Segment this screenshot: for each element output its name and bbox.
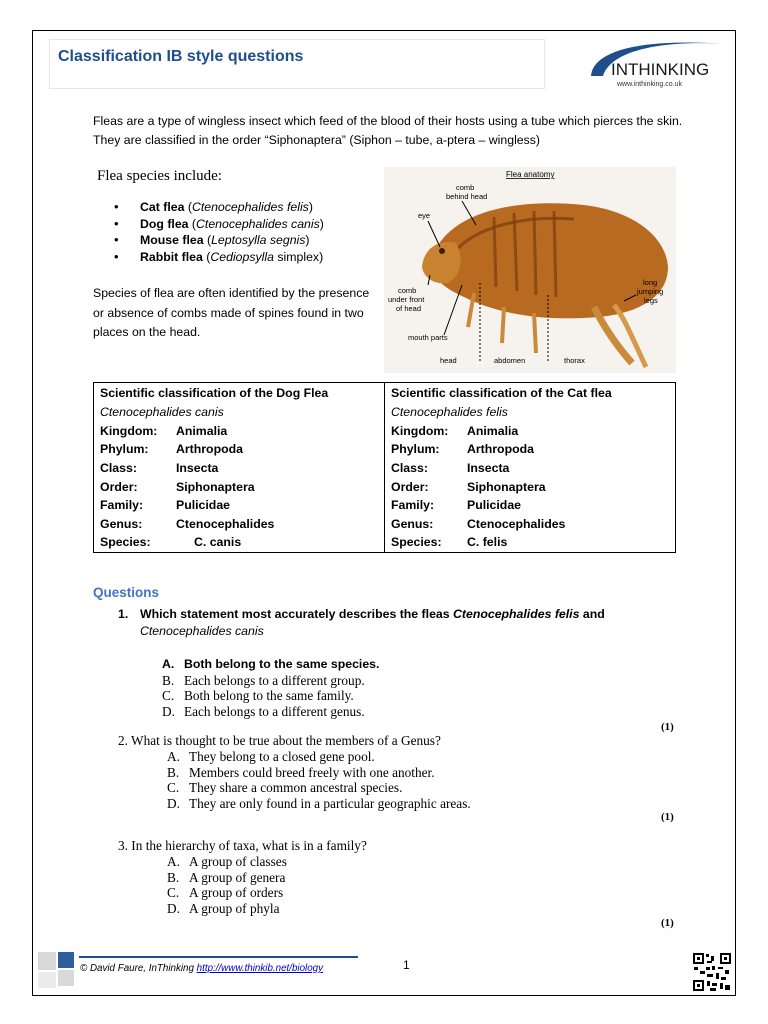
list-item: B. Each belongs to a different group. [162, 672, 365, 688]
svg-text:eye: eye [418, 211, 431, 220]
table-row: Kingdom: Animalia [391, 423, 519, 438]
footer-square [58, 952, 74, 968]
list-item: • Cat flea (Ctenocephalides felis) [112, 200, 324, 217]
inthinking-logo [583, 36, 729, 92]
list-item: C. They share a common ancestral species. [167, 780, 403, 796]
svg-text:under front: under front [388, 295, 425, 304]
table-row: Species: C. felis [391, 535, 508, 550]
question-2: 2. What is thought to be true about the members of a Genus? [118, 733, 441, 748]
species-list [112, 200, 324, 266]
table-row: Order: Siphonaptera [391, 479, 546, 494]
question-2-mark: (1) [661, 811, 674, 823]
list-item: A. They belong to a closed gene pool. [167, 749, 375, 764]
dog-classification-cell [94, 383, 385, 553]
list-item: D. They are only found in a particular geographic areas. [167, 795, 471, 811]
species-heading: Flea species include: [97, 168, 222, 184]
question-3-options [167, 854, 287, 916]
list-item: D. A group of phyla [167, 900, 280, 916]
footer-square [38, 952, 56, 970]
footer-square [58, 970, 74, 986]
dog-heading: Scientific classification of the Dog Flea [100, 386, 329, 400]
classification-table [93, 382, 676, 553]
table-row: Genus: Ctenocephalides [100, 516, 275, 531]
footer-line [79, 956, 358, 958]
table-row: Phylum: Arthropoda [391, 442, 534, 457]
svg-text:of head: of head [396, 304, 422, 313]
list-item: • Rabbit flea (Cediopsylla simplex) [112, 250, 324, 267]
svg-text:thorax: thorax [564, 356, 585, 365]
svg-text:behind head: behind head [446, 192, 488, 201]
list-item: C. A group of orders [167, 885, 284, 901]
svg-text:comb: comb [398, 286, 417, 295]
table-row: Genus: Ctenocephalides [391, 516, 566, 531]
table-row: Family: Pulicidae [100, 498, 230, 513]
cat-name: Ctenocephalides felis [391, 405, 508, 420]
table-row: Class: Insecta [391, 461, 510, 476]
table-row: Family: Pulicidae [391, 498, 521, 513]
question-3-mark: (1) [661, 917, 674, 929]
footer-link[interactable]: http://www.thinkib.net/biology [196, 963, 324, 974]
logo-url: www.inthinking.co.uk [617, 81, 682, 88]
intro-paragraph: Fleas are a type of wingless insect which feed of the blood of their hosts using a tube which pierces the skin. They are classified in the order “Siphonaptera” (Siphon – tube, a-ptera – wingless) [93, 114, 683, 147]
cat-heading: Scientific classification of the Cat flea [391, 386, 612, 400]
list-item: A. Both belong to the same species. [162, 657, 380, 671]
list-item: C. Both belong to the same family. [162, 688, 354, 704]
list-item: D. Each belongs to a different genus. [162, 703, 365, 719]
svg-text:long: long [643, 278, 658, 287]
svg-text:Flea anatomy: Flea anatomy [506, 170, 555, 179]
question-3: 3. In the hierarchy of taxa, what is in a family? [118, 838, 367, 853]
questions-heading: Questions [93, 585, 160, 600]
list-item: B. A group of genera [167, 869, 286, 885]
footer-square [38, 972, 56, 988]
identify-paragraph: Species of flea are often identified by the presence or absence of combs made of spines found in two places on the head. [93, 286, 370, 339]
svg-text:jumping: jumping [637, 287, 664, 296]
svg-text:legs: legs [644, 296, 658, 305]
table-row: Class: Insecta [100, 461, 219, 476]
table-row: Order: Siphonaptera [100, 479, 255, 494]
list-item: B. Members could breed freely with one another. [167, 764, 435, 780]
list-item: • Dog flea (Ctenocephalides canis) [112, 217, 324, 234]
table-row: Species: C. canis [100, 535, 242, 550]
svg-text:abdomen: abdomen [494, 356, 526, 365]
svg-text:head: head [440, 356, 457, 365]
svg-text:mouth parts: mouth parts [408, 333, 448, 342]
logo-text: INTHINKING [611, 60, 710, 79]
page-number: 1 [403, 958, 410, 972]
question-1-mark: (1) [661, 721, 674, 733]
table-row: Phylum: Arthropoda [100, 442, 243, 457]
question-1-options [162, 657, 379, 719]
flea-anatomy-image [384, 167, 676, 373]
footer-credit: © David Faure, InThinking http://www.thinkib.net/biology [80, 963, 324, 974]
qr-code-icon [692, 952, 732, 992]
cat-classification-cell [385, 383, 676, 553]
question-1: 1. Which statement most accurately describes the fleas Ctenocephalides felis and Ctenocephalides canis [118, 607, 605, 638]
page-title: Classification IB style questions [58, 48, 304, 65]
list-item: • Mouse flea (Leptosylla segnis) [112, 233, 324, 250]
table-row: Kingdom: Animalia [100, 423, 228, 438]
svg-text:comb: comb [456, 183, 475, 192]
question-2-options [167, 749, 471, 811]
dog-name: Ctenocephalides canis [100, 405, 224, 420]
list-item: A. A group of classes [167, 854, 287, 869]
